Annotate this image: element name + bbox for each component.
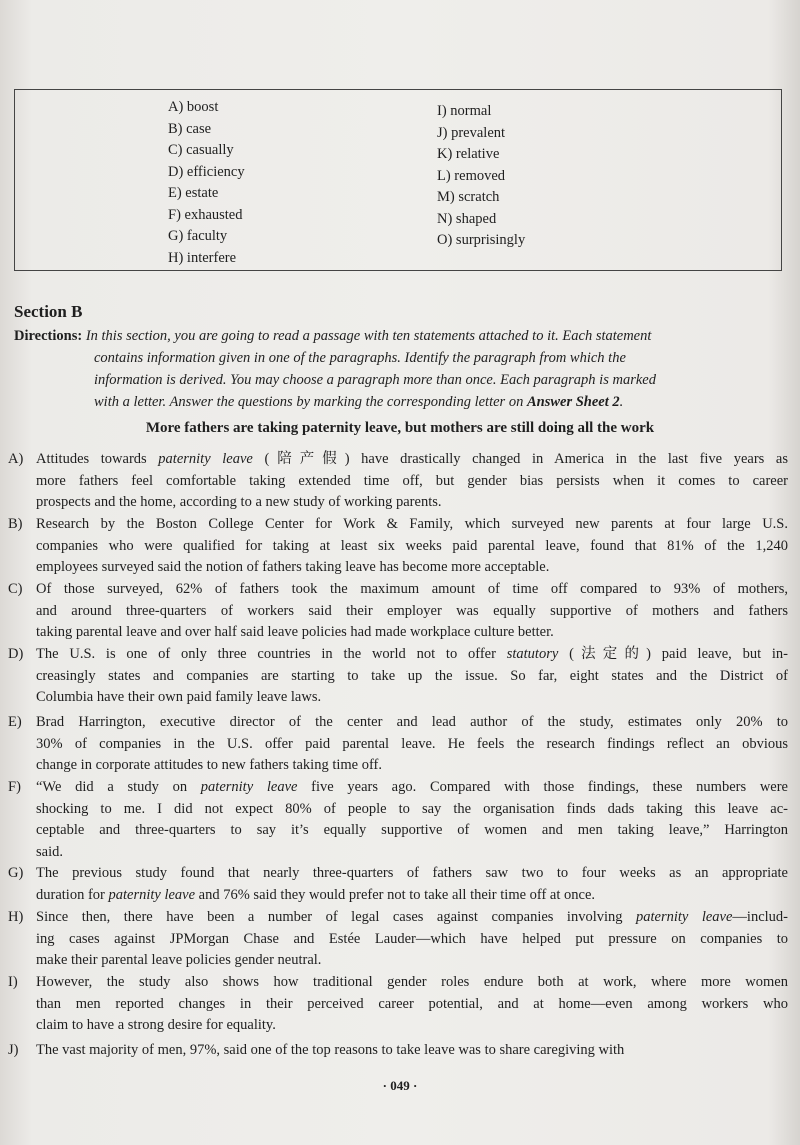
paragraph-line: Columbia have their own paid family leave laws. — [36, 689, 322, 705]
passage-title: More fathers are taking paternity leave, but mothers are still doing all the work — [145, 420, 655, 436]
word-bank-left-column — [168, 97, 245, 269]
paragraph-line: Attitudes towards paternity leave (陪产假) have drastically changed in America in the last five years as — [36, 451, 789, 467]
paragraph-line: than men reported changes in their perceived career potential, and at home—even among workers who — [36, 995, 788, 1012]
word-option: E) estate — [168, 185, 219, 201]
paragraph-text — [36, 644, 788, 709]
paragraph-letter: D) — [8, 646, 24, 662]
paragraph-line: claim to have a strong desire for equality. — [36, 1017, 276, 1033]
paragraph-text — [36, 514, 788, 579]
paragraph-text — [36, 1040, 788, 1062]
paragraph-text — [36, 907, 788, 972]
directions-line: information is derived. You may choose a paragraph more than once. Each paragraph is marked — [94, 372, 656, 388]
paragraph-letter: C) — [8, 581, 23, 597]
paragraph-line: “We did a study on paternity leave five years ago. Compared with those findings, these numbers were — [36, 779, 788, 795]
paragraph-text — [36, 972, 788, 1037]
paragraph — [8, 777, 788, 863]
word-option: L) removed — [437, 167, 506, 184]
paragraph-line: The previous study found that nearly three-quarters of fathers saw two to four weeks as an appropriate — [36, 865, 788, 881]
paragraph-letter: J) — [8, 1042, 19, 1058]
word-option: J) prevalent — [437, 124, 506, 141]
paragraph — [8, 579, 788, 644]
directions-period: . — [619, 394, 624, 410]
directions-label: Directions: — [14, 328, 83, 344]
paragraph-line: said. — [36, 843, 63, 860]
word-option: O) surprisingly — [437, 232, 526, 248]
directions — [14, 325, 784, 413]
paragraph-line: companies who were qualified for taking at least six weeks paid parental leave, found that 81% of the 1,240 — [36, 537, 788, 554]
paragraph-letter: G) — [8, 865, 24, 881]
word-option: H) interfere — [168, 249, 237, 266]
paragraph-line: ceptable and three-quarters to say it’s equally supportive of women and men taking leave,” Harrington — [36, 822, 788, 838]
word-option: K) relative — [437, 146, 500, 162]
paragraph-line: Brad Harrington, executive director of the center and lead author of the study, estimates only 20% to — [36, 714, 788, 730]
word-option: B) case — [168, 120, 212, 137]
paragraph-line: The vast majority of men, 97%, said one of the top reasons to take leave was to share caregiving with — [36, 1042, 625, 1058]
paragraph-line: The U.S. is one of only three countries in the world not to offer statutory (法定的) paid leave, but in- — [36, 646, 789, 662]
paragraph-line: make their parental leave policies gender neutral. — [36, 952, 322, 968]
paragraph-text — [36, 449, 788, 514]
directions-line: In this section, you are going to read a passage with ten statements attached to it. Each statement — [85, 328, 652, 344]
paragraph — [8, 712, 788, 777]
paragraph-line: creasingly states and companies are starting to take up the issue. So far, eight states and the District of — [36, 667, 788, 684]
paragraph-line: Of those surveyed, 62% of fathers took the maximum amount of time off compared to 93% of mothers, — [36, 581, 788, 597]
word-option: D) efficiency — [168, 163, 245, 180]
paragraph-letter: A) — [8, 451, 24, 467]
paragraph-letter: H) — [8, 909, 24, 925]
paragraph-line: more fathers feel comfortable taking extended time off, but gender bias persists when it comes to career — [36, 472, 788, 489]
paragraph-letter: E) — [8, 714, 22, 730]
paragraph-line: However, the study also shows how traditional gender roles endure both at work, where more women — [36, 974, 788, 990]
page-number: · 049 · — [382, 1078, 418, 1093]
word-option: M) scratch — [437, 189, 500, 205]
word-option: I) normal — [437, 103, 492, 119]
paragraph-line: duration for paternity leave and 76% said they would prefer not to take all their time off at once. — [36, 886, 596, 903]
paragraph — [8, 514, 788, 579]
paragraph-text — [36, 712, 788, 777]
answer-sheet-label: Answer Sheet 2 — [526, 394, 620, 410]
directions-line: with a letter. Answer the questions by marking the corresponding letter on — [94, 394, 527, 410]
word-option: F) exhausted — [168, 206, 243, 223]
paragraph-letter: F) — [8, 779, 21, 795]
word-option: C) casually — [168, 142, 234, 158]
paragraph-line: prospects and the home, according to a new study of working parents. — [36, 494, 442, 510]
paragraph-text — [36, 863, 788, 906]
word-bank-box — [14, 89, 782, 271]
paragraph — [8, 907, 788, 972]
paragraph — [8, 972, 788, 1037]
word-option: N) shaped — [437, 210, 497, 227]
paragraph — [8, 644, 788, 709]
paragraph-line: ing cases against JPMorgan Chase and Estée Lauder—which have helped put pressure on companies to — [36, 930, 788, 947]
paragraph-line: Since then, there have been a number of legal cases against companies involving paternity leave—includ- — [36, 909, 788, 925]
paragraph — [8, 863, 788, 906]
word-bank-right-column — [437, 101, 525, 252]
paragraph-line: Research by the Boston College Center for Work & Family, which surveyed new parents at four large U.S. — [36, 516, 788, 532]
directions-line: contains information given in one of the paragraphs. Identify the paragraph from which the — [94, 350, 626, 366]
paragraph-line: change in corporate attitudes to new fathers taking time off. — [36, 757, 383, 773]
paragraph-line: taking parental leave and over half said leave policies had made workplace culture better. — [36, 624, 554, 640]
paragraph-line: and around three-quarters of workers said their employer was equally supportive of mothers and fathers — [36, 602, 788, 619]
paragraph-text — [36, 579, 788, 644]
paragraph-letter: B) — [8, 516, 23, 532]
paragraph — [8, 449, 788, 514]
paragraph-line: employees surveyed said the notion of fathers taking leave has become more acceptable. — [36, 559, 550, 575]
word-option: G) faculty — [168, 228, 228, 244]
paragraph-line: 30% of companies in the U.S. offer paid parental leave. He feels the research findings reflect an obvious — [36, 735, 788, 752]
paragraph-text — [36, 777, 788, 863]
word-option: A) boost — [168, 99, 219, 115]
paragraph-letter: I) — [8, 974, 18, 990]
section-title: Section B — [14, 302, 83, 321]
paragraph — [8, 1040, 788, 1062]
paragraph-line: shocking to me. I did not expect 80% of people to say the organisation finds dads taking this leave ac- — [36, 800, 788, 817]
